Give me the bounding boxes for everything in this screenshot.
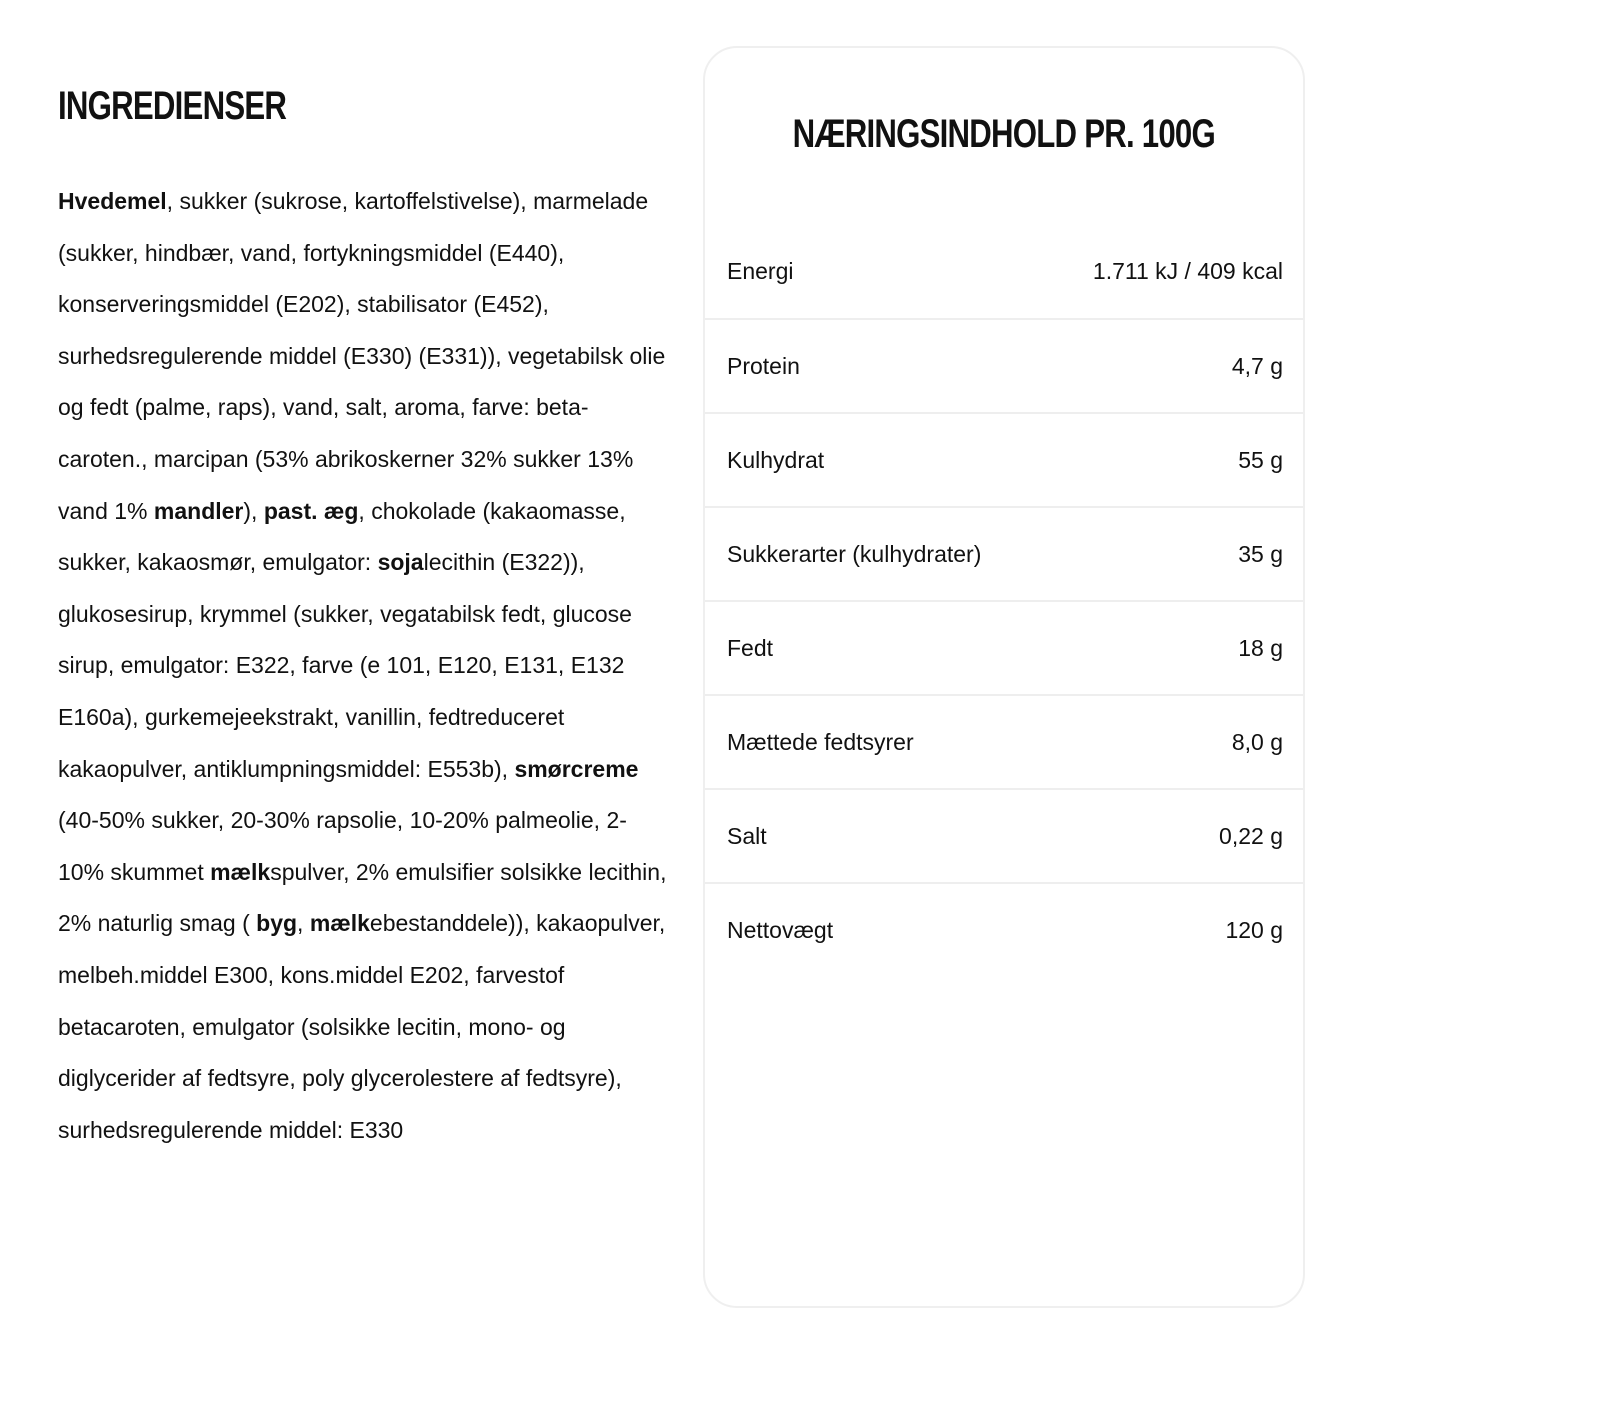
nutrition-label: Mættede fedtsyrer: [727, 728, 914, 755]
nutrition-value: 55 g: [1238, 446, 1283, 473]
nutrition-label: Energi: [727, 257, 794, 284]
ingredient-text: (40-50% sukker, 20-30% rapsolie, 10-20% palmeolie, 2-10% skummet: [58, 807, 627, 885]
nutrition-row: [705, 788, 1303, 882]
nutrition-heading-text: NÆRINGSINDHOLD PR. 100G: [792, 112, 1216, 156]
allergen-text: soja: [377, 549, 424, 576]
allergen-text: smørcreme: [514, 755, 639, 782]
nutrition-row: [705, 224, 1303, 318]
nutrition-table: [705, 224, 1303, 976]
nutrition-label: Sukkerarter (kulhydrater): [727, 540, 982, 567]
ingredient-text: ,: [297, 910, 310, 937]
ingredient-text: spulver, 2% emulsifier solsikke lecithin, 2% naturlig smag (: [58, 858, 667, 937]
allergen-text: mælk: [309, 910, 370, 937]
nutrition-label: Salt: [727, 822, 767, 849]
nutrition-value: 1.711 kJ / 409 kcal: [1092, 257, 1283, 284]
nutrition-value: 4,7 g: [1231, 352, 1283, 379]
nutrition-label: Fedt: [727, 634, 774, 661]
nutrition-label: Kulhydrat: [727, 446, 825, 473]
nutrition-value: 0,22 g: [1219, 822, 1283, 849]
allergen-text: mandler: [153, 497, 244, 524]
nutrition-row: [705, 882, 1303, 976]
ingredient-text: , sukker (sukrose, kartoffelstivelse), marmelade (sukker, hindbær, vand, fortykningsmiddel (E440), konserveringsmiddel (E202), stabilisator (E452), surhedsregulerende middel (E330) (E331)), vegetabilsk olie og fedt (palme, raps), vand, salt, aroma, farve: beta-caroten., marcipan (53% abrikoskerner 32% sukker 13% vand 1%: [58, 188, 666, 524]
ingredient-text: lecithin (E322)), glukosesirup, krymmel (sukker, vegatabilsk fedt, glucose sirup, emulgator: E322, farve (e 101, E120, E131, E132 E160a), gurkemejeekstrakt, vanillin, fedtreduceret kakaopulver, antiklumpningsmiddel: E553b),: [58, 549, 632, 782]
ingredients-heading: INGREDIENSER: [58, 84, 287, 128]
nutrition-row: [705, 506, 1303, 600]
nutrition-row: [705, 318, 1303, 412]
allergen-text: past. æg: [263, 497, 359, 524]
ingredients-section: [58, 78, 670, 134]
allergen-text: byg: [256, 910, 298, 937]
allergen-text: Hvedemel: [58, 188, 167, 214]
nutrition-row: [705, 600, 1303, 694]
nutrition-value: 8,0 g: [1231, 728, 1283, 755]
nutrition-label: Nettovægt: [727, 916, 834, 943]
nutrition-row: [705, 694, 1303, 788]
nutrition-value: 35 g: [1238, 540, 1283, 567]
nutrition-value: 120 g: [1225, 916, 1283, 943]
allergen-text: mælk: [210, 858, 271, 885]
ingredient-text: ),: [243, 497, 264, 524]
ingredients-text: [58, 176, 670, 1156]
nutrition-label: Protein: [727, 352, 800, 379]
ingredient-text: , chokolade (kakaomasse, sukker, kakaosmør, emulgator:: [58, 497, 626, 576]
nutrition-heading: [705, 106, 1303, 162]
ingredient-text: ebestanddele)), kakaopulver, melbeh.middel E300, kons.middel E202, farvestof betacaroten, emulgator (solsikke lecitin, mono- og diglycerider af fedtsyre, poly glycerolestere af fedtsyre), surhedsregulerende middel: E330: [58, 910, 666, 1143]
nutrition-panel: [703, 46, 1305, 1308]
nutrition-value: 18 g: [1238, 634, 1283, 661]
nutrition-row: [705, 412, 1303, 506]
